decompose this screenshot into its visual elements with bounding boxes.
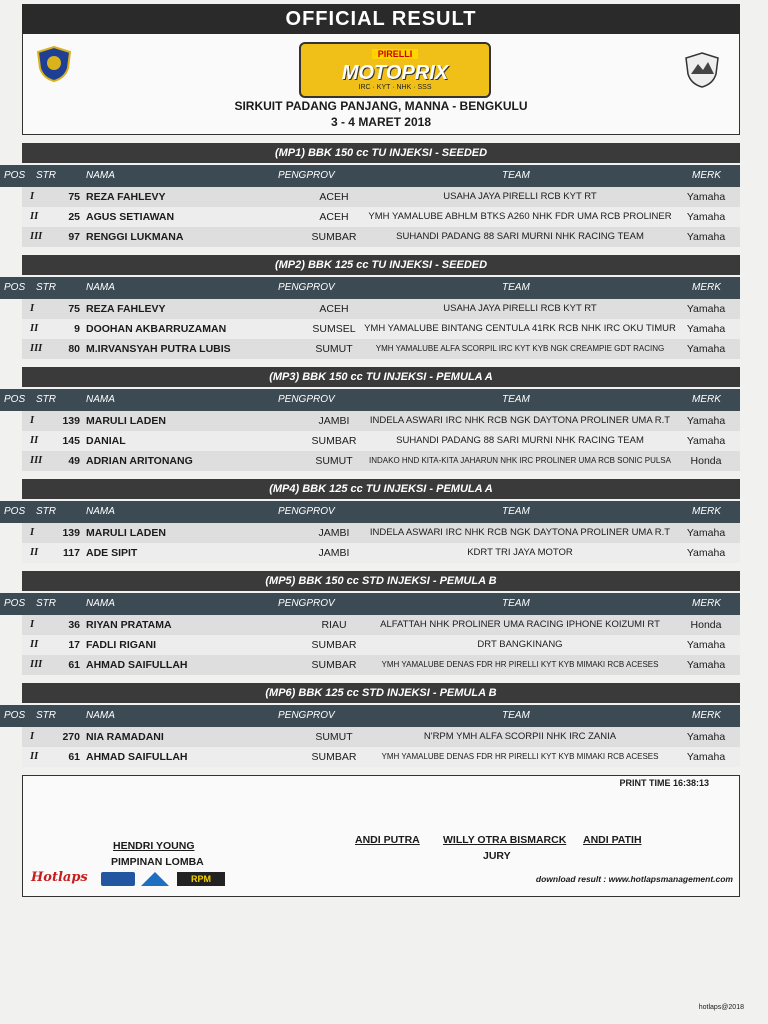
column-header-pos: POS: [4, 394, 26, 405]
column-header-merk: MERK: [692, 394, 721, 405]
cell-nama: REZA FAHLEVY: [86, 303, 166, 315]
column-header-nama: NAMA: [86, 710, 115, 721]
cell-nama: AHMAD SAIFULLAH: [86, 751, 188, 763]
column-header: [0, 389, 740, 411]
download-link[interactable]: download result : www.hotlapsmanagement.com: [535, 874, 733, 884]
cell-merk: Yamaha: [686, 231, 726, 243]
cell-team: SUHANDI PADANG 88 SARI MURNI NHK RACING TEAM: [396, 231, 644, 242]
cell-pengprov: ACEH: [319, 191, 349, 203]
column-header-pengprov: PENGPROV: [278, 170, 335, 181]
cell-pengprov: SUMUT: [315, 731, 353, 743]
venue: SIRKUIT PADANG PANJANG, MANNA - BENGKULU 3 - 4 MARET 2018: [234, 99, 528, 129]
motoprix-logo: PIRELLI MOTOPRIX IRC · KYT · NHK · SSS: [299, 42, 491, 98]
cell-pos: II: [30, 211, 39, 222]
column-header-merk: MERK: [692, 282, 721, 293]
cell-str: 9: [74, 323, 80, 335]
cell-merk: Yamaha: [686, 191, 726, 203]
column-header-pengprov: PENGPROV: [278, 394, 335, 405]
rpm-logo: RPM: [177, 872, 225, 886]
cell-str: 75: [68, 191, 80, 203]
table-row: [22, 523, 740, 543]
column-header-nama: NAMA: [86, 598, 115, 609]
imi-crest-icon: [37, 46, 71, 82]
cell-merk: Yamaha: [686, 527, 726, 539]
cell-nama: ADE SIPIT: [86, 547, 138, 559]
column-header-nama: NAMA: [86, 506, 115, 517]
cell-team: YMH YAMALUBE DENAS FDR HR PIRELLI KYT KYB MIMAKI RCB ACESES: [381, 660, 659, 669]
cell-pos: I: [30, 619, 35, 630]
cell-pos: III: [30, 455, 43, 466]
column-header-merk: MERK: [692, 710, 721, 721]
column-header: [0, 705, 740, 727]
cell-pos: II: [30, 435, 39, 446]
cell-nama: M.IRVANSYAH PUTRA LUBIS: [86, 343, 231, 355]
cell-pengprov: SUMBAR: [311, 659, 357, 671]
cell-pengprov: ACEH: [319, 211, 349, 223]
cell-pengprov: JAMBI: [318, 547, 350, 559]
cell-team: YMH YAMALUBE DENAS FDR HR PIRELLI KYT KYB MIMAKI RCB ACESES: [381, 752, 659, 761]
column-header: [0, 593, 740, 615]
cell-merk: Yamaha: [686, 343, 726, 355]
column-header-team: TEAM: [502, 506, 530, 517]
results-sections: [4, 143, 740, 767]
cell-pos: II: [30, 323, 39, 334]
column-header-team: TEAM: [502, 282, 530, 293]
race-director-title: PIMPINAN LOMBA: [111, 856, 204, 868]
cell-nama: AHMAD SAIFULLAH: [86, 659, 188, 671]
cell-team: KDRT TRI JAYA MOTOR: [467, 547, 573, 558]
cell-str: 80: [68, 343, 80, 355]
class-title: (MP5) BBK 150 cc STD INJEKSI - PEMULA B: [22, 571, 740, 591]
cell-str: 270: [62, 731, 80, 743]
cell-team: USAHA JAYA PIRELLI RCB KYT RT: [443, 303, 597, 314]
cell-nama: RENGGI LUKMANA: [86, 231, 184, 243]
results-table: [22, 299, 740, 359]
results-table: [22, 411, 740, 471]
column-header-str: STR: [36, 282, 56, 293]
class-title: (MP2) BBK 125 cc TU INJEKSI - SEEDED: [22, 255, 740, 275]
column-header: [0, 277, 740, 299]
cell-merk: Yamaha: [686, 547, 726, 559]
class-title: (MP3) BBK 150 cc TU INJEKSI - PEMULA A: [22, 367, 740, 387]
results-table: [22, 727, 740, 767]
cell-pos: I: [30, 527, 35, 538]
cell-team: SUHANDI PADANG 88 SARI MURNI NHK RACING TEAM: [396, 435, 644, 446]
table-row: [22, 727, 740, 747]
cell-pengprov: JAMBI: [318, 415, 350, 427]
cell-merk: Honda: [690, 619, 722, 631]
column-header-team: TEAM: [502, 710, 530, 721]
cell-pengprov: SUMUT: [315, 343, 353, 355]
class-title: (MP4) BBK 125 cc TU INJEKSI - PEMULA A: [22, 479, 740, 499]
class-title: (MP1) BBK 150 cc TU INJEKSI - SEEDED: [22, 143, 740, 163]
column-header-pos: POS: [4, 282, 26, 293]
column-header-str: STR: [36, 710, 56, 721]
column-header: [0, 501, 740, 523]
class-title: (MP6) BBK 125 cc STD INJEKSI - PEMULA B: [22, 683, 740, 703]
cell-pos: III: [30, 231, 43, 242]
cell-str: 139: [62, 527, 80, 539]
jury-member-1: ANDI PUTRA: [355, 834, 420, 846]
cell-nama: ADRIAN ARITONANG: [86, 455, 193, 467]
cell-pos: I: [30, 191, 35, 202]
column-header-nama: NAMA: [86, 282, 115, 293]
cell-pengprov: ACEH: [319, 303, 349, 315]
cell-pengprov: SUMSEL: [312, 323, 356, 335]
province-crest-icon: [685, 52, 719, 88]
cell-pengprov: SUMBAR: [311, 231, 357, 243]
column-header-pengprov: PENGPROV: [278, 282, 335, 293]
cell-merk: Yamaha: [686, 303, 726, 315]
cell-pengprov: RIAU: [321, 619, 347, 631]
cell-team: YMH YAMALUBE ABHLM BTKS A260 NHK FDR UMA RCB PROLINER: [368, 211, 672, 222]
cell-nama: DOOHAN AKBARRUZAMAN: [86, 323, 227, 335]
table-row: [22, 299, 740, 319]
column-header-nama: NAMA: [86, 394, 115, 405]
cell-pengprov: SUMBAR: [311, 435, 357, 447]
cell-team: YMH YAMALUBE ALFA SCORPIL IRC KYT KYB NGK CREAMPIE GDT RACING: [375, 344, 665, 353]
column-header-pengprov: PENGPROV: [278, 598, 335, 609]
cell-team: INDELA ASWARI IRC NHK RCB NGK DAYTONA PROLINER UMA R.T: [369, 415, 671, 426]
jury-member-3: ANDI PATIH: [583, 834, 642, 846]
cell-merk: Honda: [690, 455, 722, 467]
column-header-pengprov: PENGPROV: [278, 710, 335, 721]
table-row: [22, 339, 740, 359]
cell-nama: DANIAL: [86, 435, 126, 447]
cell-pos: III: [30, 343, 43, 354]
column-header-pos: POS: [4, 170, 26, 181]
result-sheet: [4, 4, 740, 897]
table-row: [22, 207, 740, 227]
cell-str: 17: [68, 639, 80, 651]
cell-merk: Yamaha: [686, 751, 726, 763]
cell-str: 139: [62, 415, 80, 427]
table-row: [22, 411, 740, 431]
table-row: [22, 431, 740, 451]
cell-merk: Yamaha: [686, 323, 726, 335]
cell-str: 97: [68, 231, 80, 243]
sponsor-logo-icon: [141, 872, 169, 886]
race-director-name: HENDRI YOUNG: [113, 840, 195, 852]
cell-merk: Yamaha: [686, 731, 726, 743]
column-header-team: TEAM: [502, 170, 530, 181]
cell-merk: Yamaha: [686, 415, 726, 427]
cell-str: 36: [68, 619, 80, 631]
cell-pengprov: JAMBI: [318, 527, 350, 539]
results-table: [22, 523, 740, 563]
table-row: [22, 319, 740, 339]
column-header-pos: POS: [4, 710, 26, 721]
cell-team: INDAKO HND KITA-KITA JAHARUN NHK IRC PROLINER UMA RCB SONIC PULSA: [369, 456, 671, 465]
cell-nama: NIA RAMADANI: [86, 731, 164, 743]
page-title: OFFICIAL RESULT: [22, 4, 740, 34]
table-row: [22, 187, 740, 207]
hotlaps-logo: Hotlaps: [31, 870, 88, 885]
table-row: [22, 543, 740, 563]
jury-member-2: WILLY OTRA BISMARCK: [443, 834, 567, 846]
sponsor-logo-icon: [101, 872, 135, 886]
cell-str: 145: [62, 435, 80, 447]
table-row: [22, 227, 740, 247]
cell-pos: I: [30, 303, 35, 314]
column-header-str: STR: [36, 506, 56, 517]
column-header-nama: NAMA: [86, 170, 115, 181]
cell-str: 117: [63, 547, 80, 559]
copyright: hotlaps@2018: [698, 1004, 744, 1011]
cell-nama: AGUS SETIAWAN: [86, 211, 175, 223]
cell-pengprov: SUMBAR: [311, 639, 357, 651]
table-row: [22, 655, 740, 675]
column-header-pos: POS: [4, 598, 26, 609]
cell-pos: II: [30, 751, 39, 762]
cell-str: 25: [68, 211, 80, 223]
cell-str: 49: [68, 455, 80, 467]
cell-nama: FADLI RIGANI: [86, 639, 156, 651]
cell-pos: II: [30, 547, 39, 558]
cell-nama: RIYAN PRATAMA: [86, 619, 172, 631]
cell-pos: II: [30, 639, 39, 650]
cell-nama: MARULI LADEN: [86, 527, 166, 539]
column-header-str: STR: [36, 394, 56, 405]
cell-pos: I: [30, 415, 35, 426]
table-row: [22, 635, 740, 655]
cell-merk: Yamaha: [686, 435, 726, 447]
column-header-pos: POS: [4, 506, 26, 517]
cell-str: 61: [68, 751, 80, 763]
cell-str: 61: [68, 659, 80, 671]
cell-nama: MARULI LADEN: [86, 415, 166, 427]
results-table: [22, 187, 740, 247]
event-header: [22, 34, 740, 135]
column-header-merk: MERK: [692, 170, 721, 181]
column-header-team: TEAM: [502, 598, 530, 609]
table-row: [22, 615, 740, 635]
column-header-team: TEAM: [502, 394, 530, 405]
results-table: [22, 615, 740, 675]
cell-nama: REZA FAHLEVY: [86, 191, 166, 203]
table-row: [22, 747, 740, 767]
column-header-str: STR: [36, 170, 56, 181]
cell-team: N'RPM YMH ALFA SCORPII NHK IRC ZANIA: [423, 731, 617, 742]
cell-pengprov: SUMBAR: [311, 751, 357, 763]
cell-team: USAHA JAYA PIRELLI RCB KYT RT: [443, 191, 597, 202]
signature-box: [22, 775, 740, 897]
column-header: [0, 165, 740, 187]
cell-str: 75: [68, 303, 80, 315]
table-row: [22, 451, 740, 471]
jury-label: JURY: [483, 850, 511, 862]
column-header-merk: MERK: [692, 598, 721, 609]
cell-pengprov: SUMUT: [315, 455, 353, 467]
cell-team: DRT BANGKINANG: [477, 639, 563, 650]
column-header-pengprov: PENGPROV: [278, 506, 335, 517]
column-header-merk: MERK: [692, 506, 721, 517]
print-time: PRINT TIME 16:38:13: [619, 778, 709, 788]
cell-pos: I: [30, 731, 35, 742]
cell-team: YMH YAMALUBE BINTANG CENTULA 41RK RCB NHK IRC OKU TIMUR: [364, 323, 676, 334]
cell-merk: Yamaha: [686, 211, 726, 223]
cell-merk: Yamaha: [686, 639, 726, 651]
cell-team: INDELA ASWARI IRC NHK RCB NGK DAYTONA PROLINER UMA R.T: [369, 527, 671, 538]
cell-pos: III: [30, 659, 43, 670]
cell-merk: Yamaha: [686, 659, 726, 671]
cell-team: ALFATTAH NHK PROLINER UMA RACING IPHONE KOIZUMI RT: [380, 619, 660, 630]
column-header-str: STR: [36, 598, 56, 609]
